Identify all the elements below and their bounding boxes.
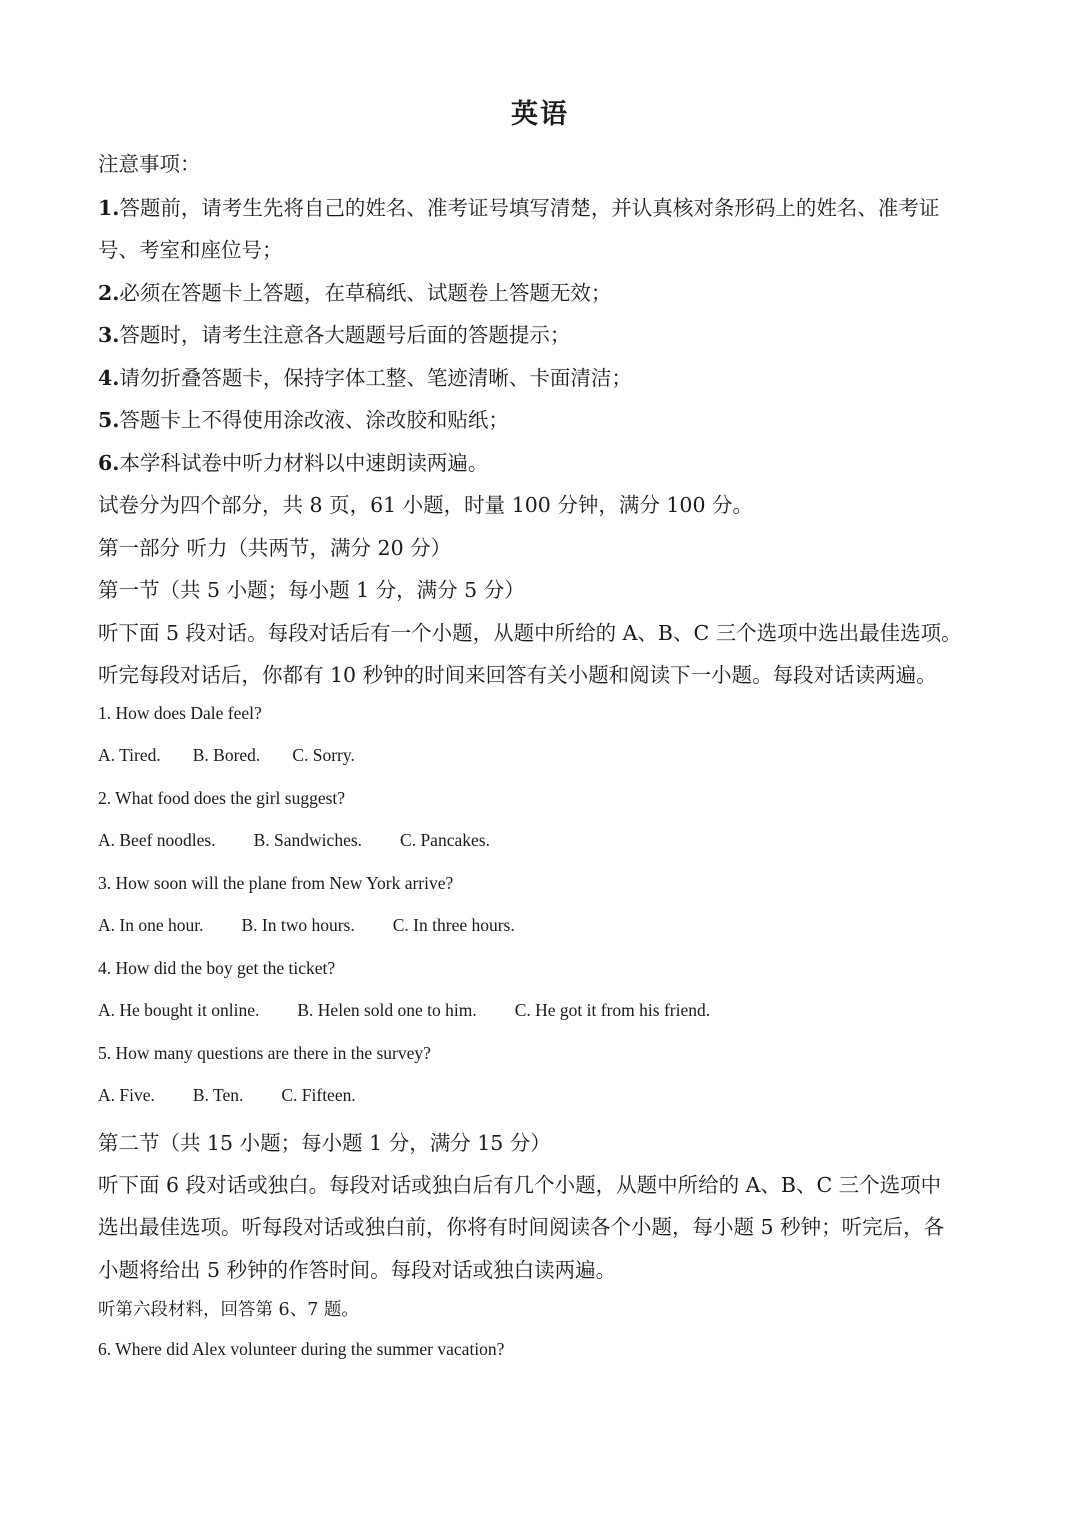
notice-heading: 注意事项： <box>98 152 201 176</box>
option-a: A. Five. <box>98 1085 155 1105</box>
notice-item-5 <box>98 403 509 433</box>
option-b: B. Sandwiches. <box>253 830 363 850</box>
question-1-options <box>98 745 355 766</box>
notice-number: 2. <box>98 281 120 305</box>
question-6: 6. Where did Alex volunteer during the summer vacation? <box>98 1339 505 1359</box>
notice-item-6 <box>98 446 488 476</box>
notice-text: 请勿折叠答题卡，保持字体工整、笔迹清晰、卡面清洁； <box>119 366 632 390</box>
question-5: 5. How many questions are there in the survey? <box>98 1043 431 1063</box>
material-note: 听第六段材料，回答第 6、7 题。 <box>98 1300 359 1320</box>
question-4-options <box>98 1000 710 1021</box>
question-2: 2. What food does the girl suggest? <box>98 788 346 808</box>
option-c: C. In three hours. <box>392 915 515 935</box>
question-3: 3. How soon will the plane from New York arrive? <box>98 873 454 893</box>
section1-heading: 第一节（共 5 小题；每小题 1 分，满分 5 分） <box>98 578 525 602</box>
option-a: A. Tired. <box>98 745 161 765</box>
question-2-options <box>98 830 490 851</box>
notice-text: 答题前，请考生先将自己的姓名、准考证号填写清楚，并认真核对条形码上的姓名、准考证 <box>119 196 940 220</box>
option-a: A. He bought it online. <box>98 1000 260 1020</box>
notice-item-1 <box>98 191 939 221</box>
notice-number: 3. <box>98 323 120 347</box>
notice-text: 必须在答题卡上答题，在草稿纸、试题卷上答题无效； <box>119 281 612 305</box>
notice-item-1-continued <box>98 233 283 263</box>
notice-number: 1. <box>98 196 120 220</box>
option-c: C. Fifteen. <box>281 1085 356 1105</box>
question-3-options <box>98 915 515 936</box>
option-b: B. Ten. <box>192 1085 244 1105</box>
notice-text: 号、考室和座位号； <box>98 238 283 262</box>
option-c: C. Pancakes. <box>400 830 490 850</box>
notice-item-2 <box>98 276 611 306</box>
notice-item-3 <box>98 318 570 348</box>
notice-text: 答题时，请考生注意各大题题号后面的答题提示； <box>119 323 571 347</box>
option-b: B. In two hours. <box>241 915 355 935</box>
paper-info: 试卷分为四个部分，共 8 页，61 小题，时量 100 分钟，满分 100 分。 <box>98 493 753 517</box>
option-b: B. Bored. <box>192 745 261 765</box>
section2-instruction: 选出最佳选项。听每段对话或独白前，你将有时间阅读各个小题，每小题 5 秒钟；听完后，各 <box>98 1215 945 1239</box>
option-a: A. In one hour. <box>98 915 204 935</box>
notice-text: 本学科试卷中听力材料以中速朗读两遍。 <box>119 451 489 475</box>
section2-heading: 第二节（共 15 小题；每小题 1 分，满分 15 分） <box>98 1131 551 1155</box>
section1-instruction: 听完每段对话后，你都有 10 秒钟的时间来回答有关小题和阅读下一小题。每段对话读两遍。 <box>98 663 937 687</box>
section1-instruction: 听下面 5 段对话。每段对话后有一个小题，从题中所给的 A、B、C 三个选项中选出最佳选项。 <box>98 621 962 645</box>
notice-number: 6. <box>98 451 120 475</box>
question-4: 4. How did the boy get the ticket? <box>98 958 336 978</box>
question-5-options <box>98 1085 356 1106</box>
question-1: 1. How does Dale feel? <box>98 703 262 723</box>
option-b: B. Helen sold one to him. <box>297 1000 477 1020</box>
notice-number: 5. <box>98 408 120 432</box>
option-c: C. He got it from his friend. <box>514 1000 711 1020</box>
option-a: A. Beef noodles. <box>98 830 216 850</box>
notice-text: 答题卡上不得使用涂改液、涂改胶和贴纸； <box>119 408 509 432</box>
section2-instruction: 小题将给出 5 秒钟的作答时间。每段对话或独白读两遍。 <box>98 1258 617 1282</box>
option-c: C. Sorry. <box>292 745 355 765</box>
notice-item-4 <box>98 361 632 391</box>
notice-number: 4. <box>98 366 120 390</box>
section2-instruction: 听下面 6 段对话或独白。每段对话或独白后有几个小题，从题中所给的 A、B、C 三个选项中 <box>98 1173 942 1197</box>
part1-heading: 第一部分 听力（共两节，满分 20 分） <box>98 536 452 560</box>
page-title: 英语 <box>511 99 569 130</box>
